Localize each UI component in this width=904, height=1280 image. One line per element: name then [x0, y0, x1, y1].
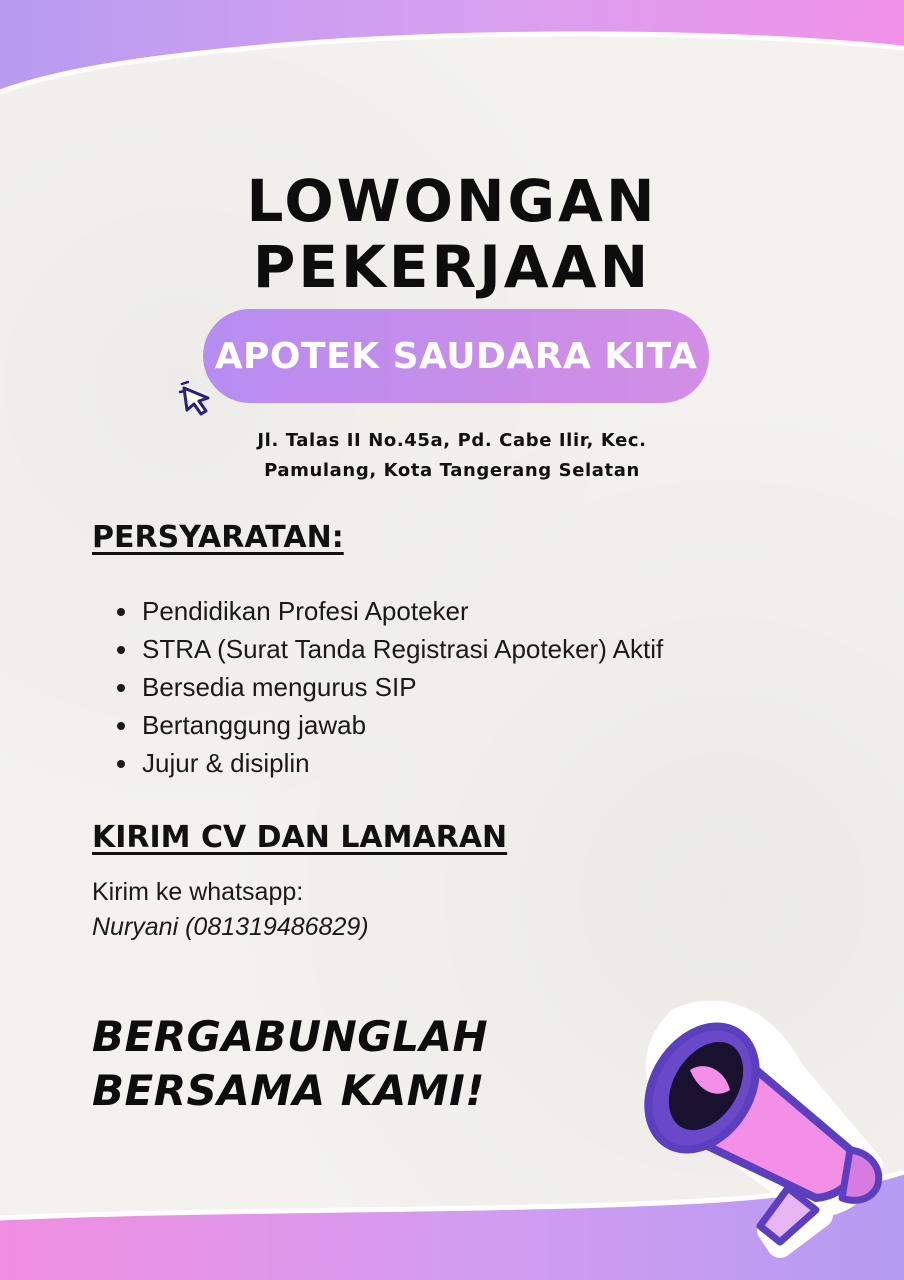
- address-line-1: Jl. Talas II No.45a, Pd. Cabe Ilir, Kec.: [257, 430, 647, 451]
- top-wave-band: [0, 0, 904, 110]
- list-item: • Jujur & disiplin: [140, 744, 663, 782]
- cursor-icon: [178, 378, 218, 418]
- list-item: • Pendidikan Profesi Apoteker: [140, 592, 663, 630]
- cta-line-2: BERSAMA KAMI!: [92, 1066, 485, 1115]
- list-item: • STRA (Surat Tanda Registrasi Apoteker) Aktif: [140, 630, 663, 668]
- page-title: [0, 168, 904, 300]
- call-to-action: [92, 1010, 488, 1118]
- address-line-2: Pamulang, Kota Tangerang Selatan: [264, 460, 640, 481]
- title-line-1: LOWONGAN: [246, 167, 658, 235]
- company-name: APOTEK SAUDARA KITA: [214, 335, 698, 377]
- title-line-2: PEKERJAAN: [252, 233, 652, 301]
- list-item: • Bersedia mengurus SIP: [140, 668, 663, 706]
- megaphone-icon: [620, 990, 904, 1260]
- requirements-list: [92, 592, 663, 782]
- application-heading: KIRIM CV DAN LAMARAN: [92, 820, 508, 855]
- cta-line-1: BERGABUNGLAH: [92, 1012, 489, 1061]
- send-label: Kirim ke whatsapp:: [92, 878, 304, 906]
- company-badge: [203, 309, 709, 403]
- address: [0, 426, 904, 486]
- requirements-heading: PERSYARATAN:: [92, 520, 344, 555]
- list-item: • Bertanggung jawab: [140, 706, 663, 744]
- contact-info: Nuryani (081319486829): [92, 913, 369, 941]
